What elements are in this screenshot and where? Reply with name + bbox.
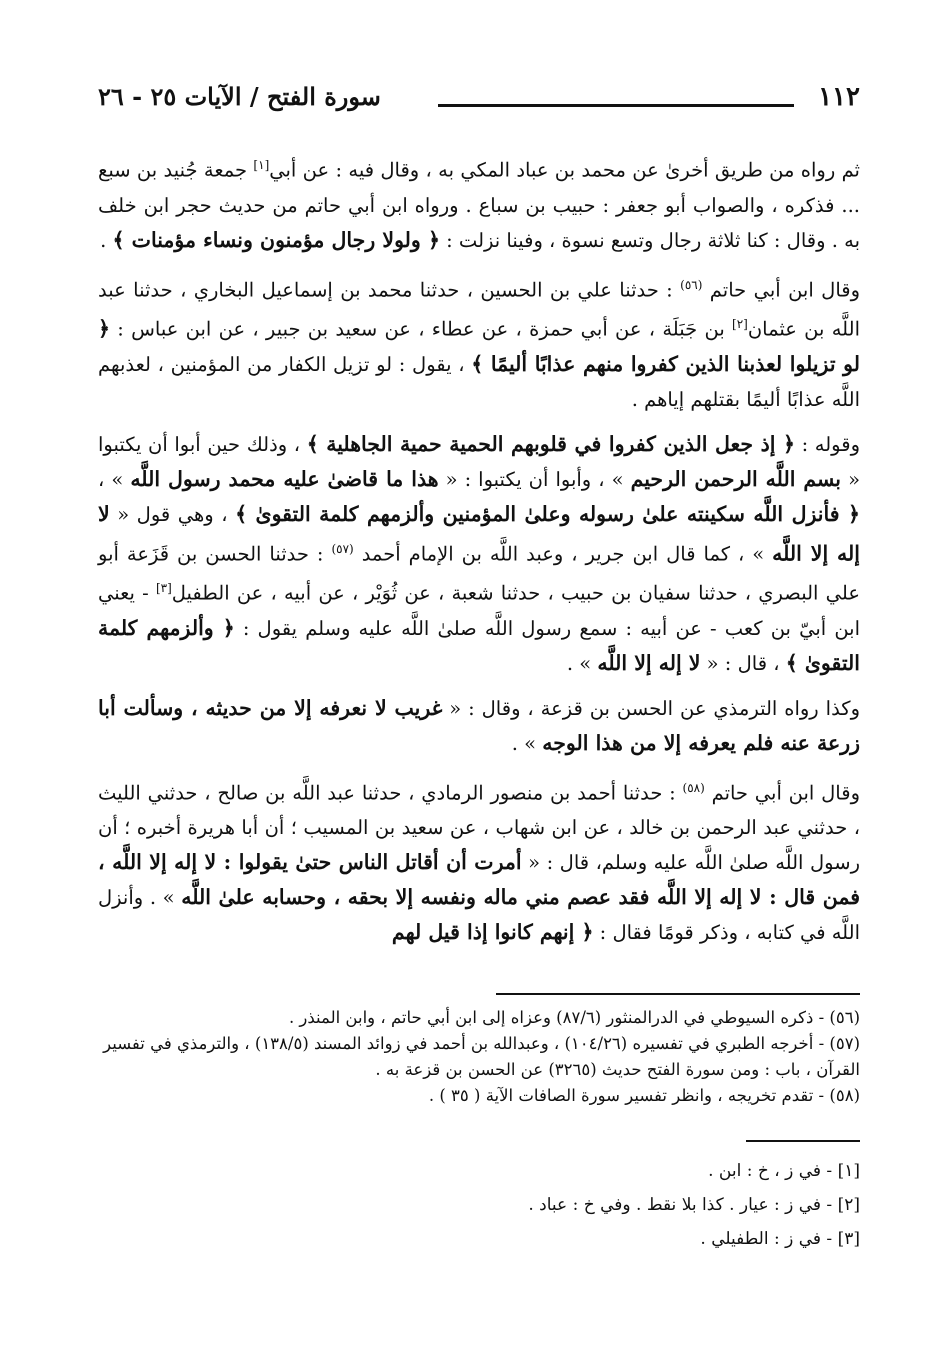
emphasis-text: لا إله إلا اللَّه	[597, 650, 701, 675]
emphasis-text: أمرت أن أقاتل الناس حتىٰ يقولوا : لا إله إلا اللَّه ، فمن قال : لا إله إلا اللَّه فقد عصم مني ماله ونفسه إلا بحقه ، وحسابه علىٰ اللَّه	[98, 850, 860, 909]
paragraph-text: : حدثنا أحمد بن منصور الرمادي ، حدثنا عبد اللَّه بن صالح ، حدثني الليث ، حدثني عبد الرحمن بن خالد ، عن ابن شهاب ، عن سعيد بن المسيب ؛ أن أبا هريرة أخبره ؛ أن رسول اللَّه صلىٰ اللَّه عليه وسلم، قال : «	[98, 781, 860, 874]
emphasis-text: ﴿ فأنزل اللَّه سكينته علىٰ رسوله وعلىٰ المؤمنين وألزمهم كلمة التقوىٰ ﴾	[235, 501, 860, 526]
page-number: ١١٢	[818, 82, 860, 112]
emphasis-text: ﴿ لو تزيلوا لعذبنا الذين كفروا منهم عذابًا أليمًا ﴾	[98, 316, 860, 376]
note-reference: (٥٧)	[331, 541, 354, 556]
manuscript-variants	[98, 1154, 860, 1256]
paragraph-text: » ،	[98, 467, 131, 491]
paragraph-text: : حدثنا علي بن الحسين ، حدثنا محمد بن إسماعيل البخاري ، حدثنا عبد اللَّه بن عثمان	[98, 278, 860, 341]
note-reference: [١]	[253, 158, 270, 172]
paragraph-text: » ، وأبوا أن يكتبوا : «	[438, 467, 631, 491]
paragraph-text: » .	[511, 731, 543, 755]
paragraph-text: وقال ابن أبي حاتم	[702, 278, 860, 301]
paragraph-text: بن جَبَلَة ، عن أبي حمزة ، عن عطاء ، عن سعيد بن جبير ، عن ابن عباس :	[110, 317, 733, 341]
note-reference: [٢]	[732, 317, 748, 331]
variant-note-1: [١] - في ز ، خ : ابن .	[708, 1161, 860, 1181]
running-head: سورة الفتح / الآيات ٢٥ - ٢٦	[98, 82, 381, 111]
variant-note-3: [٣] - في ز : الطفيلي .	[700, 1229, 860, 1249]
emphasis-text: ﴿ ولولا رجال مؤمنون ونساء مؤمنات ﴾	[112, 227, 440, 252]
emphasis-text: غريب لا نعرفه إلا من حديثه ، وسألت أبا زرعة عنه فلم يعرفه إلا من هذا الوجه	[98, 695, 860, 755]
main-text	[98, 148, 860, 960]
variants-rule	[746, 1140, 860, 1142]
emphasis-text: ﴿ إنهم كانوا إذا قيل لهم	[391, 920, 594, 944]
paragraph-text: وقال ابن أبي حاتم	[704, 781, 860, 804]
paragraph-text: » ، كما قال ابن جرير ، وعبد اللَّه بن الإمام أحمد	[353, 542, 773, 565]
paragraph-text: » . وأنزل اللَّه في كتابه ، وذكر قومًا فقال :	[98, 886, 860, 944]
paragraph-text: ثم رواه من طريق أخرىٰ عن محمد بن عباد المكي به ، وقال فيه : عن أبي	[269, 158, 860, 182]
paragraph-text: : حدثنا الحسن بن قَزَعة أبو علي البصري ، حدثنا سفيان بن حبيب ، حدثنا شعبة ، عن ثُوَيْر ، عن أبيه ، عن الطفيل	[98, 542, 860, 605]
footnote-56: (٥٦) - ذكره السيوطي في الدرالمنثور (٨٧/٦) وعزاه إلى ابن أبي حاتم ، وابن المنذر .	[288, 1008, 860, 1027]
note-reference: [٣]	[155, 581, 172, 595]
footnotes	[98, 1005, 860, 1109]
note-reference: (٥٨)	[682, 780, 705, 795]
note-reference: (٥٦)	[680, 277, 703, 292]
paragraph-text: ، وذلك حين أبوا أن يكتبوا «	[98, 432, 861, 491]
paragraph-text: ، يقول : لو تزيل الكفار من المؤمنين ، لعذبهم اللَّه عذابًا أليمًا بقتلهم إياهم .	[98, 352, 860, 411]
paragraph	[98, 691, 860, 761]
paragraph-text: ، وهي قول «	[109, 502, 236, 526]
footnote-57: (٥٧) - أخرجه الطبري في تفسيره (١٠٤/٢٦) ، وعبدالله بن أحمد في زوائد المسند (١٣٨/٥) ، والترمذي في تفسير القرآن ، باب : ومن سورة الفتح حديث (٣٢٦٥) عن الحسن بن قزعة به .	[103, 1034, 860, 1079]
paragraph-text: وقوله :	[795, 432, 860, 456]
paragraph-text: وكذا رواه الترمذي عن الحسن بن قزعة ، وقال : «	[442, 696, 860, 720]
footnote-58: (٥٨) - تقدم تخريجه ، وانظر تفسير سورة الصافات الآية ( ٣٥ ) .	[428, 1086, 860, 1105]
emphasis-text: بسم اللَّه الرحمن الرحيم	[630, 466, 842, 491]
footnote-rule	[496, 993, 860, 995]
paragraph-text: - يعني ابن أبيّ بن كعب - عن أبيه : سمع رسول اللَّه صلىٰ اللَّه عليه وسلم يقول :	[98, 581, 861, 640]
paragraph	[98, 771, 860, 951]
paragraph	[98, 268, 860, 417]
emphasis-text: لا إله إلا اللَّه	[98, 501, 860, 565]
paragraph-text: جمعة جُنيد بن سبع ... فذكره ، والصواب أبو جعفر : حبيب بن سباع . ورواه ابن أبي حاتم من حديث حجر ابن خلف به . وقال : كنا ثلاثة رجال وتسع نسوة ، وفينا نزلت :	[98, 158, 860, 252]
paragraph-text: » .	[566, 651, 598, 675]
paragraph	[98, 148, 860, 258]
paragraph-text: .	[100, 228, 113, 252]
variant-note-2: [٢] - في ز : عيار . كذا بلا نقط . وفي خ : عباد .	[528, 1195, 860, 1215]
emphasis-text: ﴿ وألزمهم كلمة التقوىٰ ﴾	[98, 615, 860, 675]
emphasis-text: ﴿ إذ جعل الذين كفروا في قلوبهم الحمية حمية الجاهلية ﴾	[306, 431, 796, 456]
emphasis-text: هذا ما قاضىٰ عليه محمد رسول اللَّه	[130, 466, 439, 491]
header-rule	[438, 104, 794, 107]
page-header	[98, 82, 860, 122]
paragraph-text: ، قال : «	[700, 651, 786, 675]
paragraph	[98, 427, 860, 681]
